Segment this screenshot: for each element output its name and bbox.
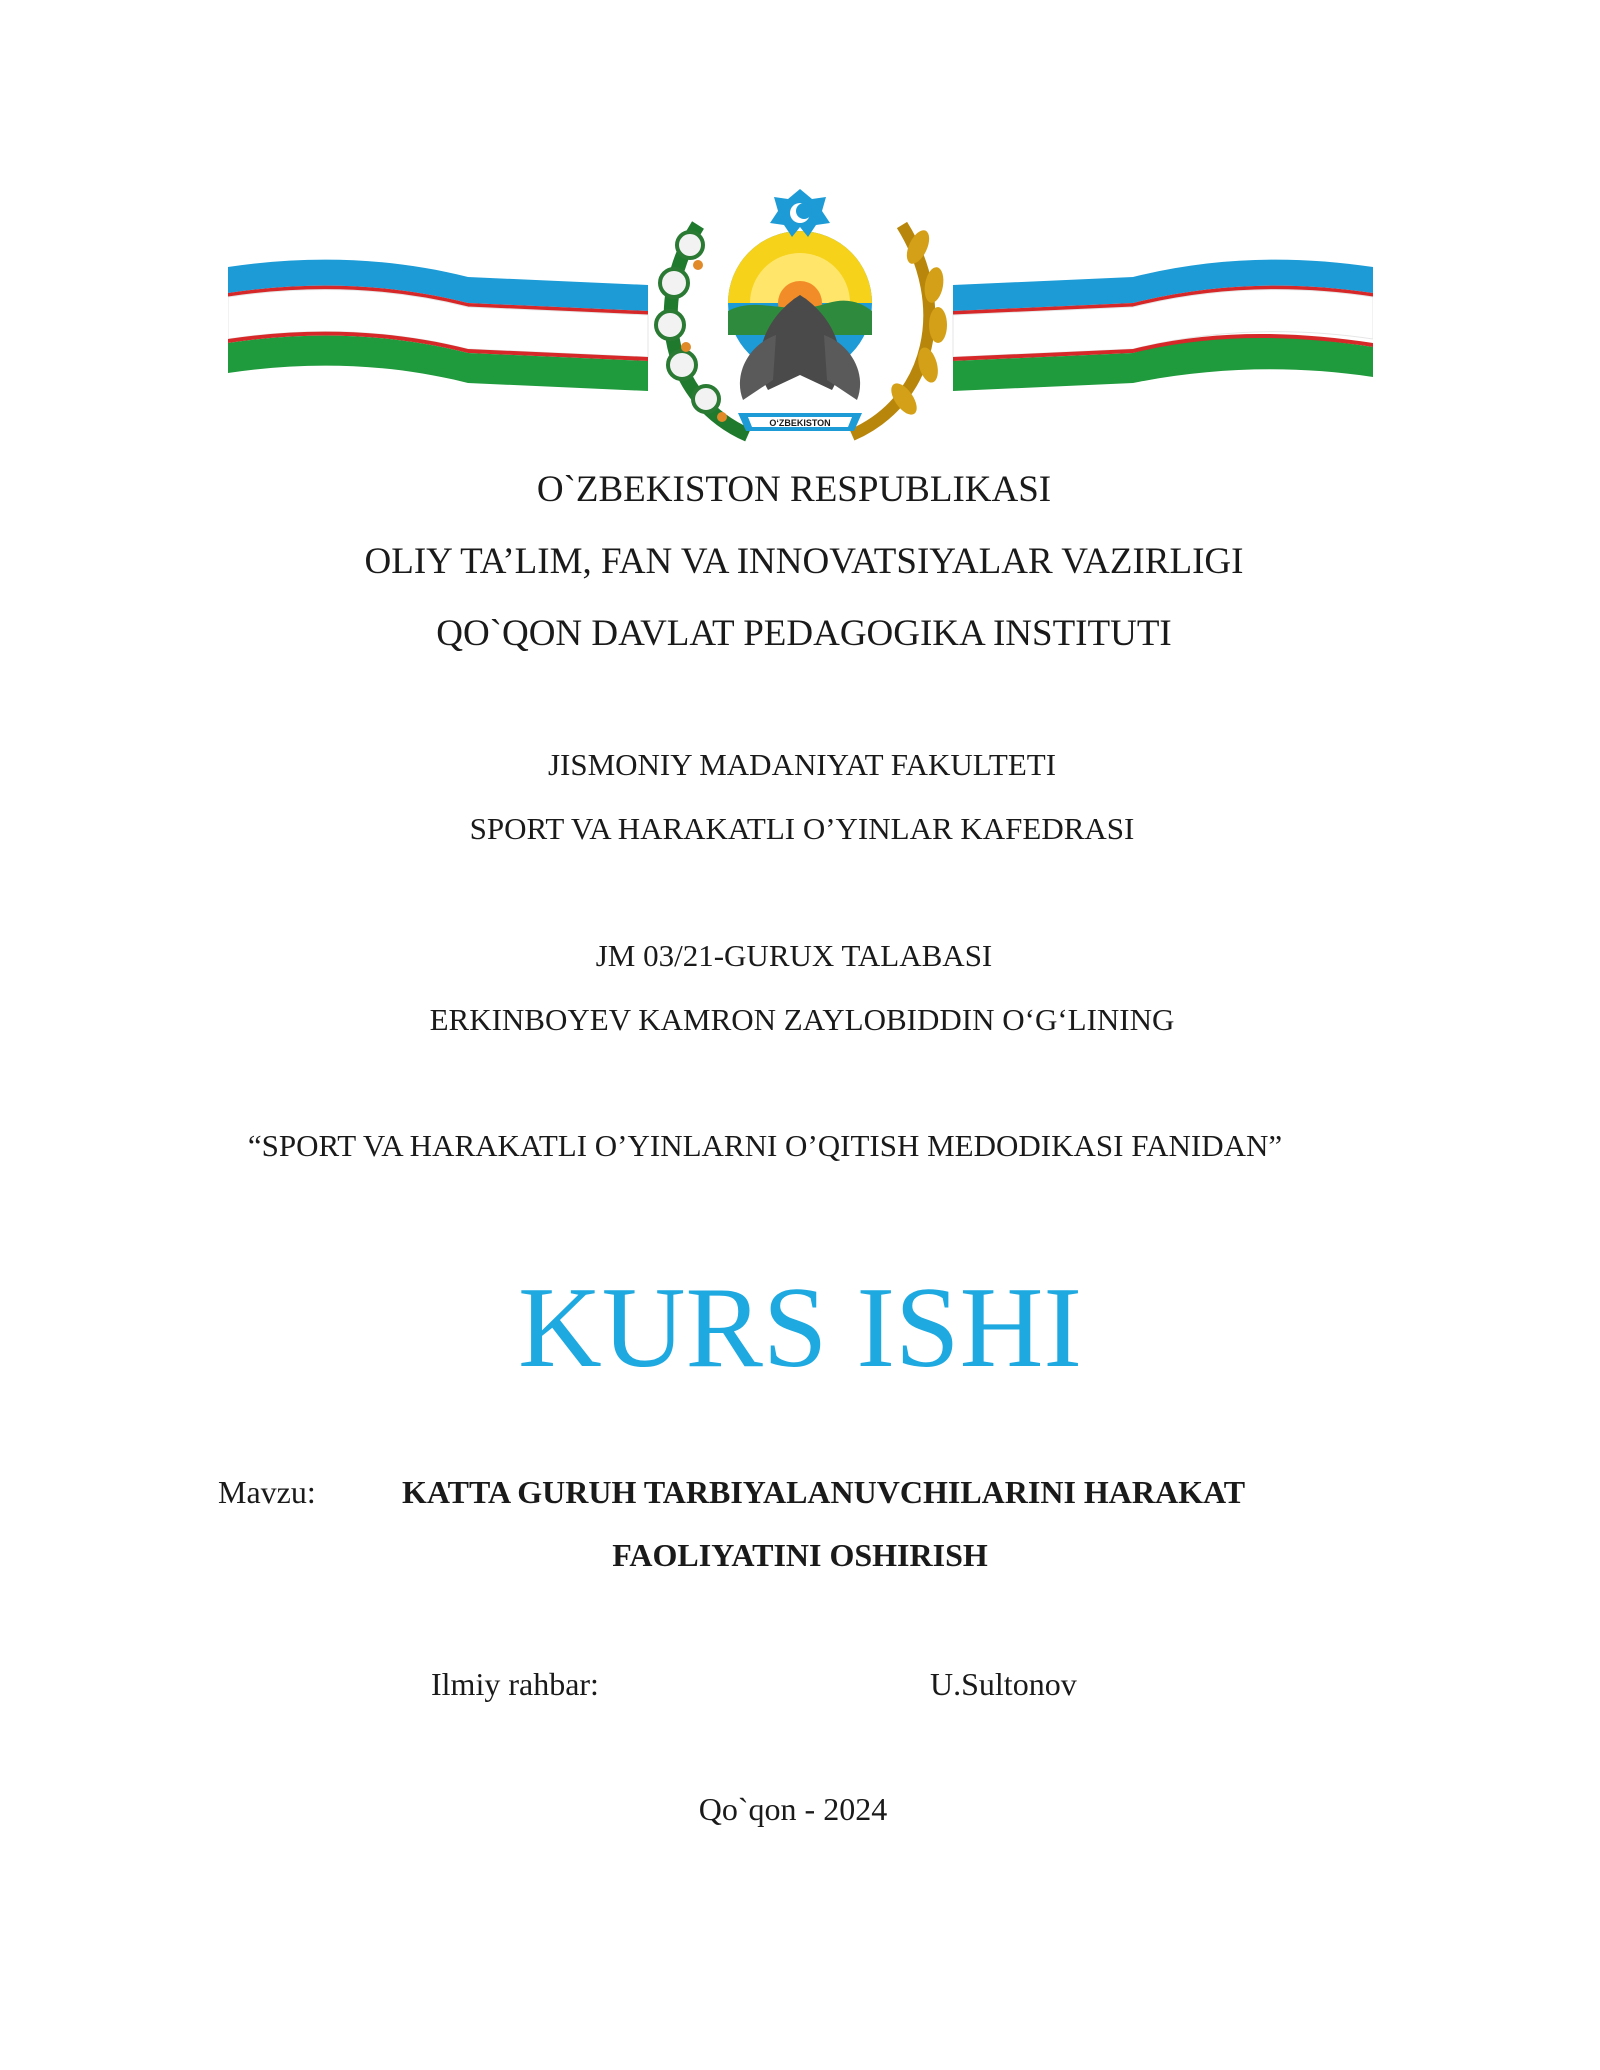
flag-ribbon-right bbox=[953, 260, 1373, 391]
place-and-year: Qo`qon - 2024 bbox=[698, 1791, 888, 1827]
institute-name: QO`QON DAVLAT PEDAGOGIKA INSTITUTI bbox=[436, 613, 1172, 654]
emblem-bottom-ribbon bbox=[738, 413, 862, 431]
topic-label: Mavzu: bbox=[218, 1474, 316, 1510]
student-group: JM 03/21-GURUX TALABASI bbox=[595, 938, 993, 973]
flag-ribbon-left bbox=[228, 260, 648, 391]
faculty-name: JISMONIY MADANIYAT FAKULTETI bbox=[547, 747, 1057, 782]
topic-line-2: FAOLIYATINI OSHIRISH bbox=[612, 1537, 988, 1573]
country-name: O`ZBEKISTON RESPUBLIKASI bbox=[536, 469, 1052, 510]
supervisor-label: Ilmiy rahbar: bbox=[431, 1666, 599, 1702]
ministry-name: OLIY TA’LIM, FAN VA INNOVATSIYALAR VAZIRLIGI bbox=[364, 541, 1244, 582]
topic-line-1: KATTA GURUH TARBIYALANUVCHILARINI HARAKAT bbox=[402, 1474, 1246, 1510]
document-title: KURS ISHI bbox=[518, 1264, 1082, 1392]
student-name: ERKINBOYEV KAMRON ZAYLOBIDDIN O‘G‘LINING bbox=[429, 1002, 1175, 1037]
supervisor-name: U.Sultonov bbox=[930, 1666, 1077, 1702]
course-subject: “SPORT VA HARAKATLI O’YINLARNI O’QITISH MEDODIKASI FANIDAN” bbox=[247, 1128, 1283, 1163]
emblem-ribbon-text: O‘ZBEKISTON bbox=[769, 418, 831, 428]
state-emblem-with-flag bbox=[228, 185, 1373, 447]
department-name: SPORT VA HARAKATLI O’YINLAR KAFEDRASI bbox=[469, 811, 1135, 846]
